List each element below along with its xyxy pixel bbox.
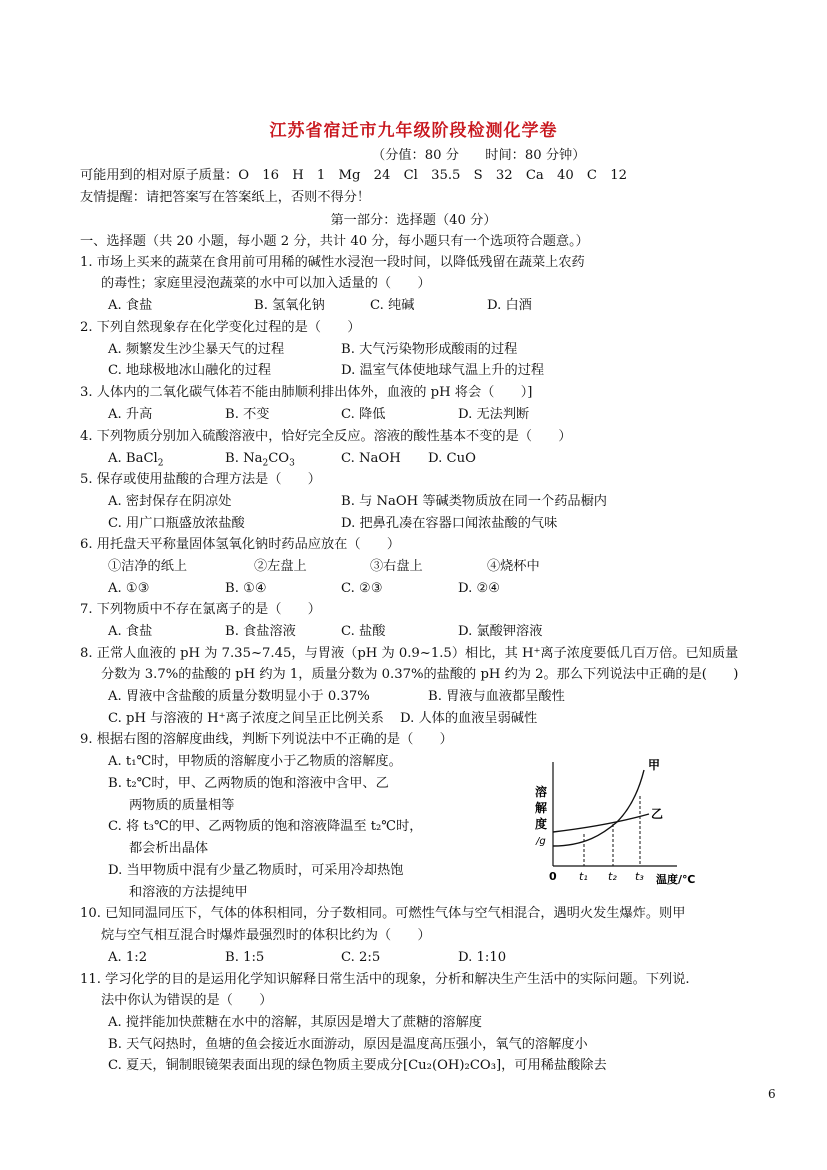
q2-option-b: B. 大气污染物形成酸雨的过程	[341, 342, 518, 357]
q9-option-b-line2: 两物质的质量相等	[129, 798, 235, 813]
q9-option-c-line1: C. 将 t₃℃的甲、乙两物质的饱和溶液降温至 t₂℃时，	[108, 819, 423, 834]
tick-label-t1: t₁	[579, 870, 588, 883]
page-number: 6	[768, 1087, 776, 1101]
q5-option-b: B. 与 NaOH 等碱类物质放在同一个药品橱内	[341, 494, 607, 509]
q2-stem: 2. 下列自然现象存在化学变化过程的是（ ）	[80, 320, 361, 335]
q6-option-a: A. ①③	[108, 581, 150, 596]
q4-option-b: B. $Na_2CO_3$	[225, 451, 295, 469]
series-jia-curve	[553, 770, 644, 846]
q1-option-d: D. 白酒	[487, 298, 532, 313]
q4-option-a: A. BaCl$_2$	[108, 451, 164, 469]
q9-stem: 9. 根据右图的溶解度曲线，判断下列说法中不正确的是（ ）	[80, 732, 453, 747]
q8-option-a: A. 胃液中含盐酸的质量分数明显小于 0.37%	[108, 689, 370, 704]
q9-option-d-line1: D. 当甲物质中混有少量乙物质时，可采用冷却热饱	[108, 863, 404, 878]
q10-option-b: B. 1:5	[225, 950, 265, 965]
q11-line2: 法中你认为错误的是（ ）	[101, 993, 273, 1008]
y-axis-label-4: /g	[536, 836, 546, 847]
q6-option-b: B. ①④	[225, 581, 267, 596]
y-axis-label-2: 解	[535, 801, 548, 815]
y-axis-label-1: 溶	[535, 785, 548, 799]
q8-line2: 分数为 3.7%的盐酸的 pH 约为 1，质量分数为 0.37%的盐酸的 pH 约为 2。那么下列说法中正确的是( )	[101, 667, 739, 682]
q10-option-d: D. 1:10	[458, 950, 507, 965]
tick-label-0: 0	[549, 870, 557, 883]
q10-line1: 10. 已知同温同压下，气体的体积相同，分子数相同。可燃性气体与空气相混合，遇明火发生爆炸。则甲	[80, 906, 686, 921]
q9-option-d-line2: 和溶液的方法提纯甲	[129, 885, 248, 900]
q6-option-d: D. ②④	[458, 581, 501, 596]
reminder-line: 友情提醒：请把答案写在答案纸上，否则不得分！	[80, 190, 371, 205]
q2-option-c: C. 地球极地冰山融化的过程	[108, 363, 272, 378]
q3-option-d: D. 无法判断	[458, 407, 530, 422]
q9-option-a: A. t₁℃时，甲物质的溶解度小于乙物质的溶解度。	[108, 754, 402, 769]
q7-option-a: A. 食盐	[108, 624, 153, 639]
part-one-heading: 第一部分：选择题（40 分）	[330, 213, 497, 228]
y-axis-label-3: 度	[535, 817, 548, 831]
tick-label-t2: t₂	[608, 870, 617, 883]
q8-option-b: B. 胃液与血液都呈酸性	[428, 689, 565, 704]
q9-option-c-line2: 都会析出晶体	[129, 841, 209, 856]
q4-option-c: C. NaOH	[341, 451, 401, 466]
q6-item-1: ①洁净的纸上	[108, 559, 188, 574]
q3-option-b: B. 不变	[225, 407, 270, 422]
q8-option-c: C. pH 与溶液的 H⁺离子浓度之间呈正比例关系	[108, 711, 384, 726]
q1-option-b: B. 氢氧化钠	[254, 298, 325, 313]
q3-option-c: C. 降低	[341, 407, 386, 422]
q1-option-c: C. 纯碱	[370, 298, 415, 313]
q10-line2: 烷与空气相互混合时爆炸最强烈时的体积比约为（ ）	[101, 928, 431, 943]
q6-item-2: ②左盘上	[254, 559, 307, 574]
solubility-chart	[527, 756, 732, 888]
q8-option-d: D. 人体的血液呈弱碱性	[400, 711, 538, 726]
q4-stem: 4. 下列物质分别加入硫酸溶液中，恰好完全反应。溶液的酸性基本不变的是（ ）	[80, 429, 572, 444]
q1-option-a: A. 食盐	[108, 298, 153, 313]
q9-option-b-line1: B. t₂℃时，甲、乙两物质的饱和溶液中含甲、乙	[108, 776, 389, 791]
series-yi-curve	[553, 814, 649, 832]
section-heading: 一、选择题（共 20 小题，每小题 2 分，共计 40 分，每小题只有一个选项符合题意。）	[80, 234, 589, 249]
q7-option-b: B. 食盐溶液	[225, 624, 296, 639]
q6-stem: 6. 用托盘天平称量固体氢氧化钠时药品应放在（ ）	[80, 537, 401, 552]
exam-title: 江苏省宿迁市九年级阶段检测化学卷	[269, 121, 558, 141]
q7-stem: 7. 下列物质中不存在氯离子的是（ ）	[80, 602, 321, 617]
q3-option-a: A. 升高	[108, 407, 153, 422]
q11-option-a: A. 搅拌能加快蔗糖在水中的溶解，其原因是增大了蔗糖的溶解度	[108, 1015, 482, 1030]
q6-option-c: C. ②③	[341, 581, 383, 596]
q11-option-c: C. 夏天，铜制眼镜架表面出现的绿色物质主要成分[Cu₂(OH)₂CO₃]，可用稀盐酸除去	[108, 1058, 607, 1073]
q5-stem: 5. 保存或使用盐酸的合理方法是（ ）	[80, 472, 321, 487]
q7-option-d: D. 氯酸钾溶液	[458, 624, 543, 639]
q6-item-3: ③右盘上	[370, 559, 423, 574]
q5-option-a: A. 密封保存在阴凉处	[108, 494, 232, 509]
q7-option-c: C. 盐酸	[341, 624, 386, 639]
x-axis-label: 温度/℃	[656, 873, 696, 886]
exam-subtitle: （分值：80 分 时间：80 分钟）	[372, 148, 586, 163]
q11-option-b: B. 天气闷热时，鱼塘的鱼会接近水面游动，原因是温度高压强小，氧气的溶解度小	[108, 1037, 588, 1052]
q1-line1: 1. 市场上买来的蔬菜在食用前可用稀的碱性水浸泡一段时间，以降低残留在蔬菜上农药	[80, 255, 585, 270]
q5-option-d: D. 把鼻孔凑在容器口闻浓盐酸的气味	[341, 516, 558, 531]
q11-line1: 11. 学习化学的目的是运用化学知识解释日常生活中的现象，分析和解决生产生活中的实际问题。下列说.	[80, 972, 690, 987]
q4-option-d: D. CuO	[428, 451, 476, 466]
q2-option-a: A. 频繁发生沙尘暴天气的过程	[108, 342, 285, 357]
tick-label-t3: t₃	[635, 870, 644, 883]
atomic-mass-line: 可能用到的相对原子质量：O 16 H 1 Mg 24 Cl 35.5 S 32 Ca 40 C 12	[80, 168, 627, 183]
q8-line1: 8. 正常人血液的 pH 为 7.35~7.45，与胃液（pH 为 0.9~1.5）相比，其 H⁺离子浓度要低几百万倍。已知质量	[80, 646, 739, 661]
q5-option-c: C. 用广口瓶盛放浓盐酸	[108, 516, 245, 531]
q1-line2: 的毒性；家庭里浸泡蔬菜的水中可以加入适量的（ ）	[101, 276, 431, 291]
q6-item-4: ④烧杯中	[487, 559, 540, 574]
series-yi-label: 乙	[651, 807, 664, 821]
q2-option-d: D. 温室气体使地球气温上升的过程	[341, 363, 545, 378]
q3-stem: 3. 人体内的二氧化碳气体若不能由肺顺利排出体外，血液的 pH 将会（ ）]	[80, 385, 533, 400]
q10-option-a: A. 1:2	[108, 950, 148, 965]
series-jia-label: 甲	[648, 758, 661, 772]
q10-option-c: C. 2:5	[341, 950, 381, 965]
